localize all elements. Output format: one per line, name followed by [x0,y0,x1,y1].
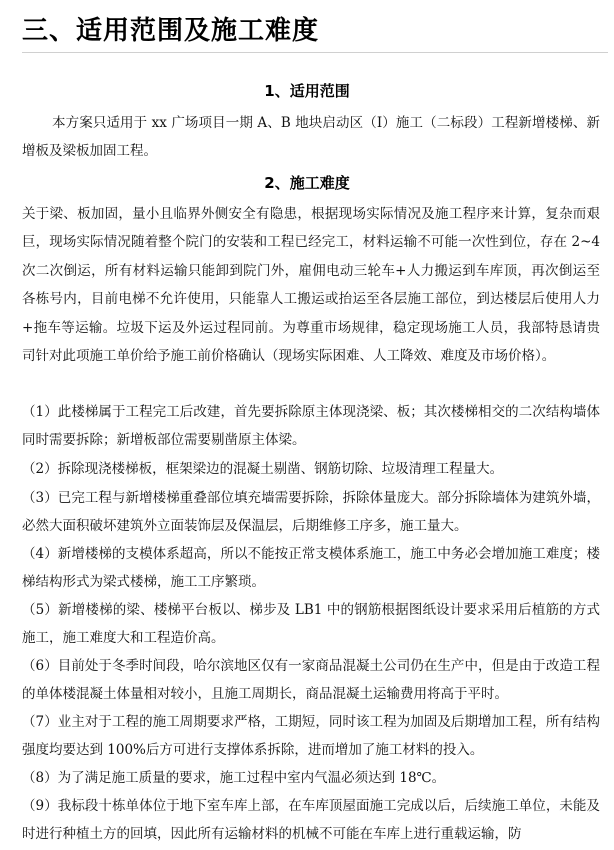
difficulty-item-9: （9）我标段十栋单体位于地下室车库上部，在车库顶屋面施工完成以后，后续施工单位，未能及时进行种植土方的回填，因此所有运输材料的机械不可能在车库上进行重载运输，防 [22,798,600,843]
difficulty-paragraph: 关于梁、板加固，量小且临界外侧安全有隐患，根据现场实际情况及施工程序来计算，复杂而艰巨，现场实际情况随着整个院门的安装和工程已经完工，材料运输不可能一次性到位，存在 2~4 次二次倒运，所有材料运输只能卸到院门外，雇佣电动三轮车+人力搬运到车库顶，再次倒运至各栋号内，目前电梯不允许使用，只能靠人工搬运或抬运至各层施工部位，到达楼层后使用人力+拖车等运输。垃圾下运及外运过程同前。为尊重市场规律，稳定现场施工人员，我部特恳请贵司针对此项施工单价给予施工前价格确认（现场实际困难、人工降效、难度及市场价格）。 [22,206,600,365]
difficulty-item-4: （4）新增楼梯的支模体系超高，所以不能按正常支模体系施工，施工中务必会增加施工难度；楼梯结构形式为梁式楼梯，施工工序繁琐。 [22,546,600,591]
difficulty-item-6: （6）目前处于冬季时间段，哈尔滨地区仅有一家商品混凝土公司仍在生产中，但是由于改造工程的单体楼混凝土体量相对较小，且施工周期长，商品混凝土运输费用将高于平时。 [22,658,600,703]
difficulty-item-7: （7）业主对于工程的施工周期要求严格，工期短，同时该工程为加固及后期增加工程，所有结构强度均要达到 100%后方可进行支撑体系拆除，进而增加了施工材料的投入。 [22,714,600,759]
difficulty-item-8: （8）为了满足施工质量的要求，施工过程中室内气温必须达到 18℃。 [22,770,446,786]
difficulty-item-5: （5）新增楼梯的梁、楼梯平台板以、梯步及 LB1 中的钢筋根据图纸设计要求采用后植筋的方式施工，施工难度大和工程造价高。 [22,602,600,647]
section-heading-difficulty: 2、施工难度 [264,174,350,192]
difficulty-item-2: （2）拆除现浇楼梯板，框架梁边的混凝土剔凿、钢筋切除、垃圾清理工程量大。 [22,461,504,477]
title-divider [22,52,608,53]
difficulty-item-1: （1）此楼梯属于工程完工后改建，首先要拆除原主体现浇梁、板；其次楼梯相交的二次结构墙体同时需要拆除；新增板部位需要剔凿原主体梁。 [22,404,600,449]
section-heading-scope: 1、适用范围 [264,82,350,100]
difficulty-item-3: （3）已完工程与新增楼梯重叠部位填充墙需要拆除，拆除体量庞大。部分拆除墙体为建筑外墙，必然大面积破坏建筑外立面装饰层及保温层，后期维修工序多，施工量大。 [22,490,600,535]
scope-paragraph: 本方案只适用于 xx 广场项目一期 A、B 地块启动区（Ⅰ）施工（二标段）工程新增楼梯、新增板及梁板加固工程。 [22,115,600,160]
chapter-title: 三、适用范围及施工难度 [22,16,320,46]
